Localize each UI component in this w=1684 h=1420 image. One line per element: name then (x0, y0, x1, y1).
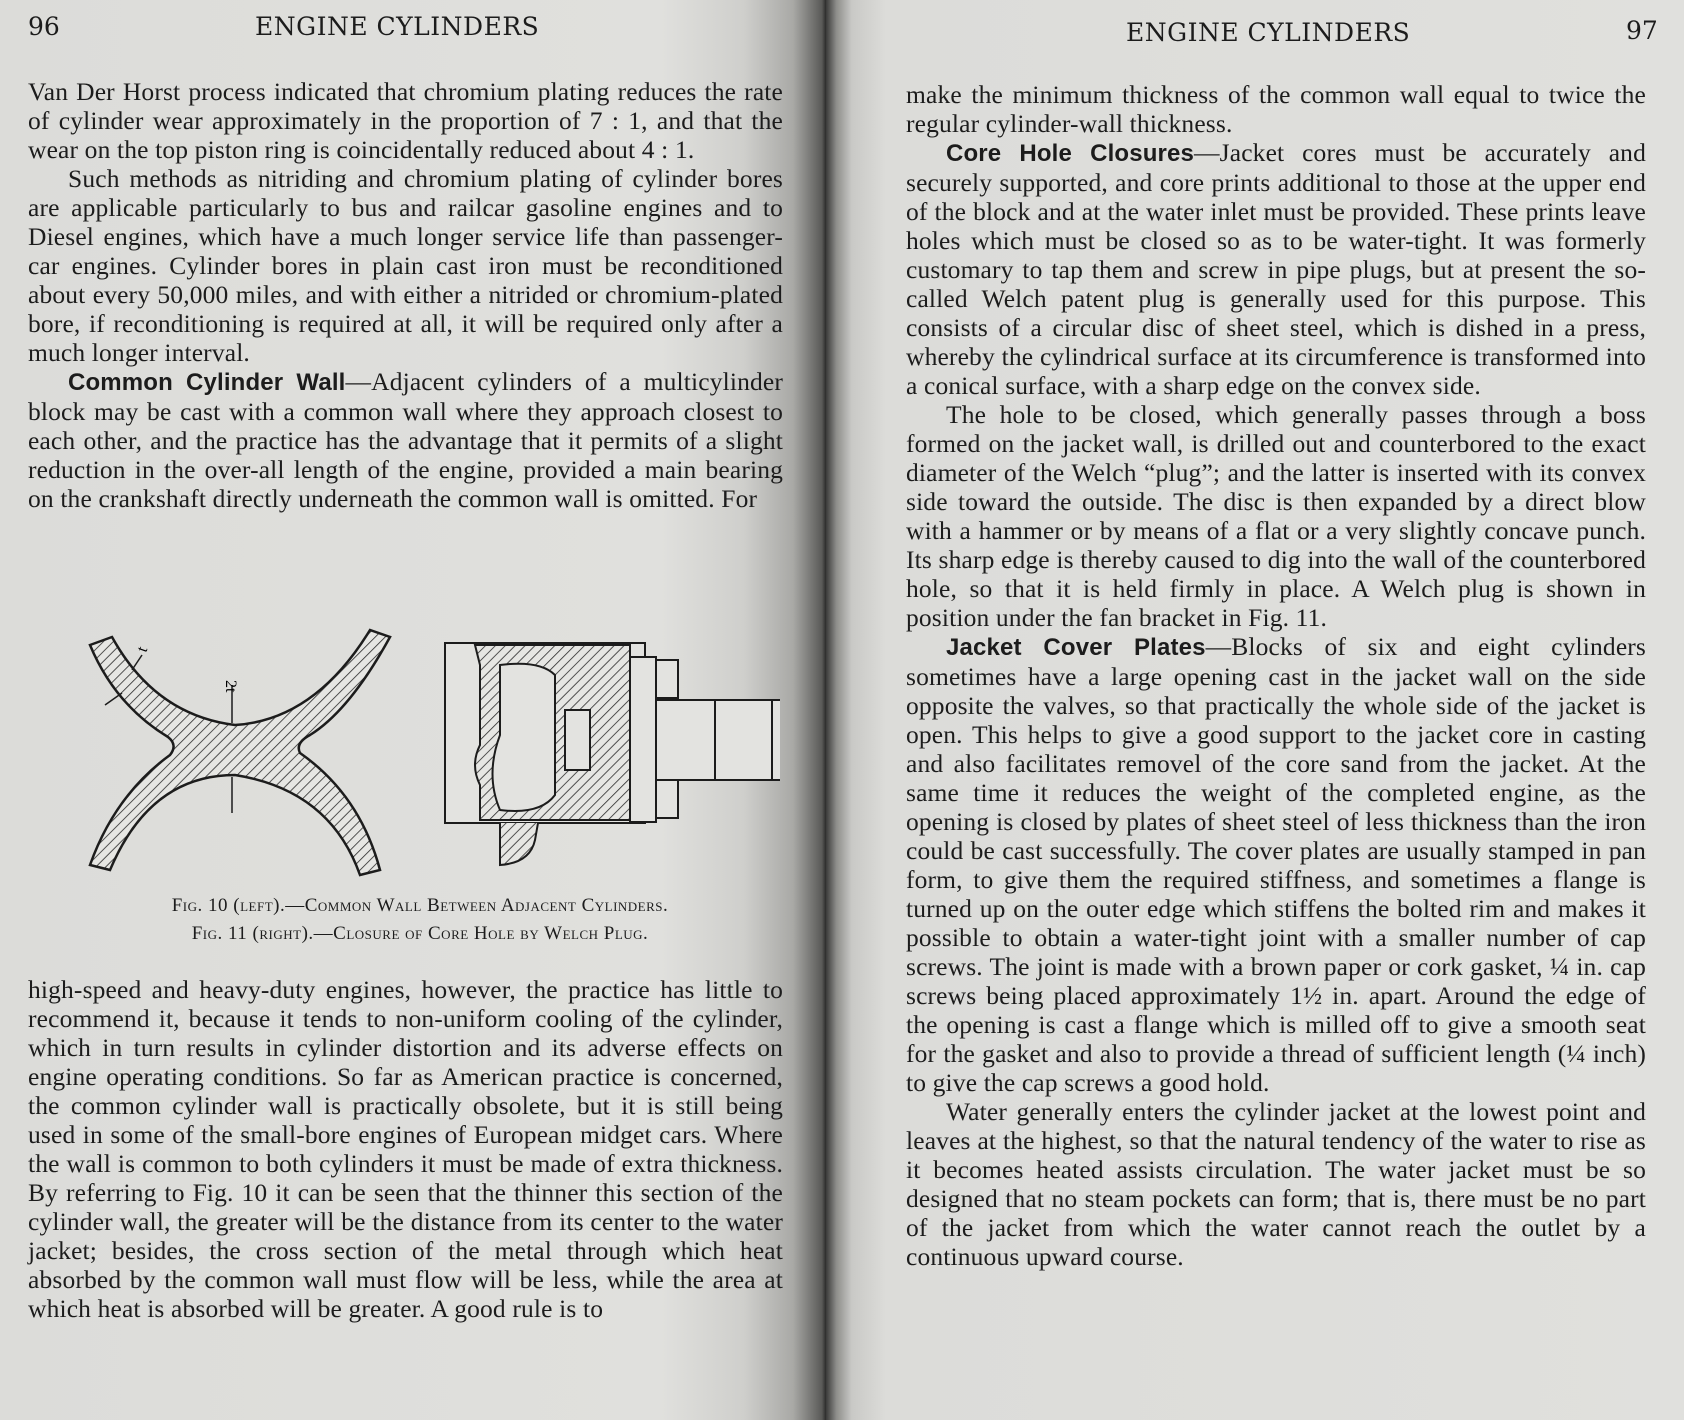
body-text (906, 80, 1646, 1271)
paragraph-text: The hole to be closed, which generally passes through a boss formed on the jacket wall, is drilled out and counterbored to the exact diameter of the Welch “plug”; and the latter is inserted with its convex side toward the outside. The disc is then expanded by a direct blow with a hammer or by means of a flat or a very slightly concave punch. Its sharp edge is thereby caused to dig into the wall of the counterbored hole, so that it is held firmly in place. A Welch plug is shown in position under the fan bracket in Fig. 11. (906, 400, 1646, 632)
dimension-arrow (132, 655, 142, 670)
paragraph-text: —Jacket cores must be accurately and securely supported, and core prints additional to those at the upper end of the block and at the water inlet must be provided. These prints leave holes which must be closed so as to be water-tight. It was formerly customary to tap them and screw in pipe plugs, but at present the so-called Welch patent plug is generally used for this purpose. This consists of a circular disc of sheet steel, which is dished in a press, whereby the cylindrical surface at its circumference is transformed into a conical surface, with a sharp edge on the convex side. (906, 138, 1646, 400)
running-head: ENGINE CYLINDERS (255, 12, 540, 41)
running-head: ENGINE CYLINDERS (1126, 18, 1411, 47)
paragraph-text: —Adjacent cylinders of a multicylinder block may be cast with a common wall where they approach closest to each other, and the practice has the advantage that it permits of a slight reduction in the over-all length of the engine, provided a main bearing on the crankshaft directly underneath the common wall is omitted. For (28, 367, 784, 513)
figure-caption-11: Fig. 11 (right).—Closure of Core Hole by Welch Plug. (191, 923, 649, 944)
paragraph-text: Water generally enters the cylinder jacket at the lowest point and leaves at the highest, so that the natural tendency of the water to rise as it becomes heated assists circulation. The water jacket must be so designed that no steam pockets can form; that is, there must be no part of the jacket from which the water cannot reach the outlet by a continuous upward course. (906, 1097, 1646, 1271)
paragraph-text: Van Der Horst process indicated that chromium plating reduces the rate of cylinder wear approximately in the proportion of 7 : 1, and that the wear on the top piston ring is coincidentally reduced about 4 : 1. (28, 77, 783, 164)
paragraph (906, 138, 1646, 400)
page-number: 97 (1626, 16, 1658, 45)
body-text-bottom (28, 975, 783, 1323)
left-page (0, 0, 826, 1420)
paragraph (28, 367, 783, 513)
paragraph (906, 1097, 1646, 1271)
section-heading: Common Cylinder Wall (68, 369, 346, 396)
section-heading: Jacket Cover Plates (946, 634, 1206, 661)
figure-caption-10: Fig. 10 (left).—Common Wall Between Adjacent Cylinders. (171, 895, 669, 916)
fig11-welch-plug-drawing (445, 643, 780, 865)
paragraph (906, 400, 1646, 632)
double-thickness-label: 2t (222, 680, 239, 693)
paragraph (906, 632, 1646, 1097)
paragraph-text: Such methods as nitriding and chromium plating of cylinder bores are applicable particularly to bus and railcar gasoline engines and to Diesel engines, which have a much longer service life than passenger-car engines. Cylinder bores in plain cast iron must be reconditioned about every 50,000 miles, and with either a nitrided or chromium-plated bore, if reconditioning is required at all, it will be required only after a much longer interval. (28, 164, 783, 367)
section-heading: Core Hole Closures (946, 140, 1195, 167)
fig10-common-wall-drawing (90, 630, 390, 875)
paragraph-text: —Blocks of six and eight cylinders sometimes have a large opening cast in the jacket wall on the side opposite the valves, so that practically the whole side of the jacket is open. This helps to give a good support to the jacket core in casting and also facilitates removel of the core sand from the jacket. At the same time it reduces the weight of the completed engine, as the opening is closed by plates of sheet steel of less thickness than the iron could be cast successfully. The cover plates are usually stamped in pan form, to give them the required stiffness, and sometimes a flange is turned up on the outer edge which stiffens the bolted rim and makes it possible to obtain a water-tight joint with a smaller number of cap screws. The joint is made with a brown paper or cork gasket, ¼ in. cap screws being placed approximately 1½ in. apart. Around the edge of the opening is cast a flange which is milled off to give a smooth seat for the gasket and also to provide a thread of sufficient length (¼ inch) to give the cap screws a good hold. (906, 632, 1647, 1097)
figure-illustration (60, 625, 780, 895)
page-number: 96 (28, 12, 60, 41)
paragraph-text: high-speed and heavy-duty engines, however, the practice has little to recommend it, because it tends to non-uniform cooling of the cylinder, which in turn results in cylinder distortion and its adverse effects on engine operating conditions. So far as American practice is concerned, the common cylinder wall is practically obsolete, but it is still being used in some of the small-bore engines of European midget cars. Where the wall is common to both cylinders it must be made of extra thickness. By referring to Fig. 10 it can be seen that the thinner this section of the cylinder wall, the greater will be the distance from its center to the water jacket; besides, the cross section of the metal through which heat absorbed by the common wall must flow will be less, while the area at which heat is absorbed will be greater. A good rule is to (28, 975, 783, 1323)
thickness-label: t (133, 644, 152, 655)
paragraph (28, 77, 783, 164)
paragraph (28, 975, 783, 1323)
right-page (826, 0, 1684, 1420)
paragraph (906, 80, 1646, 138)
paragraph-text: make the minimum thickness of the common wall equal to twice the regular cylinder-wall thickness. (906, 80, 1646, 138)
figure-10-11 (60, 625, 780, 944)
paragraph (28, 164, 783, 367)
dimension-arrow (105, 693, 122, 705)
body-text-top (28, 77, 783, 513)
